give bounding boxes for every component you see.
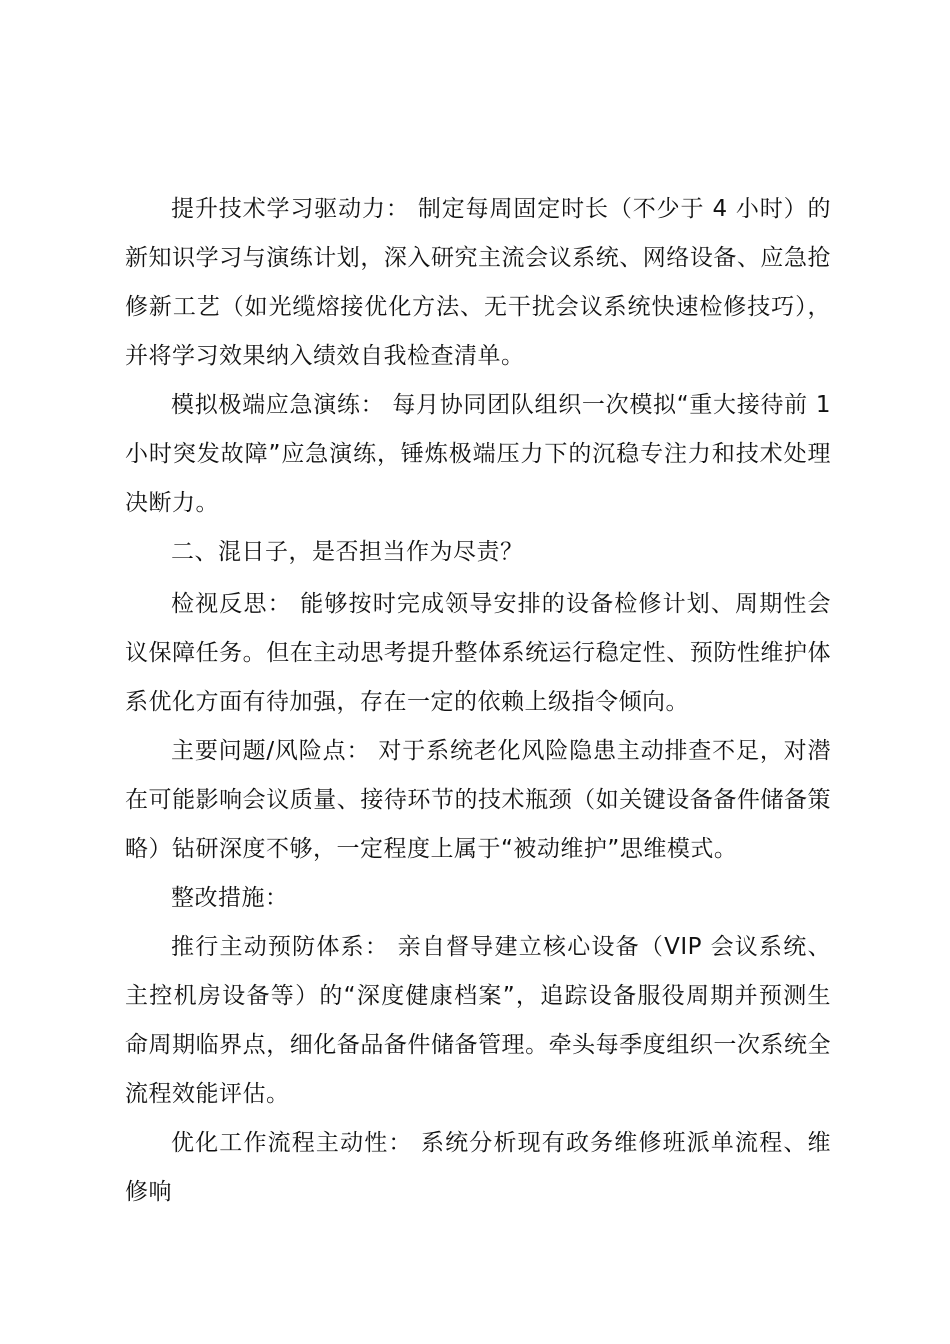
paragraph-rectification-label: 整改措施： bbox=[171, 885, 289, 911]
paragraph-tech-learning: 提升技术学习驱动力： 制定每周固定时长（不少于 4 小时）的新知识学习与演练计划，深入研究主流会议系统、网络设备、应急抢修新工艺（如光缆熔接优化方法、无干扰会议系统快速检修技巧），并将学习效果纳入绩效自我检查清单。 bbox=[125, 196, 831, 369]
paragraph-self-review: 检视反思： 能够按时完成领导安排的设备检修计划、周期性会议保障任务。但在主动思考提升整体系统运行稳定性、预防性维护体系优化方面有待加强，存在一定的依赖上级指令倾向。 bbox=[125, 591, 831, 715]
paragraph-prevention-system: 推行主动预防体系： 亲自督导建立核心设备（VIP 会议系统、主控机房设备等）的“深度健康档案”，追踪设备服役周期并预测生命周期临界点，细化备品备件储备管理。牵头每季度组织一次系统全流程效能评估。 bbox=[125, 934, 831, 1107]
document-body bbox=[125, 185, 831, 1217]
paragraph-emergency-drill: 模拟极端应急演练： 每月协同团队组织一次模拟“重大接待前 1 小时突发故障”应急演练，锤炼极端压力下的沉稳专注力和技术处理决断力。 bbox=[125, 392, 831, 516]
paragraph-main-issues: 主要问题/风险点： 对于系统老化风险隐患主动排查不足，对潜在可能影响会议质量、接待环节的技术瓶颈（如关键设备备件储备策略）钻研深度不够，一定程度上属于“被动维护”思维模式。 bbox=[125, 738, 831, 862]
paragraph-workflow-optimization: 优化工作流程主动性： 系统分析现有政务维修班派单流程、维修响 bbox=[125, 1130, 831, 1205]
section-heading-2: 二、混日子，是否担当作为尽责？ bbox=[171, 539, 524, 565]
